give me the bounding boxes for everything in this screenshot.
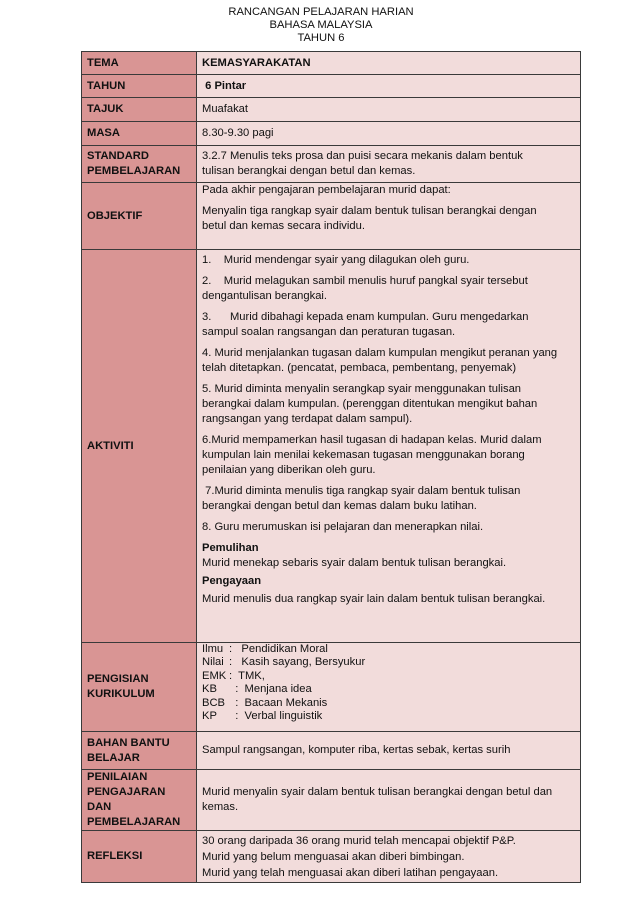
step-6-line3: penilaian yang diberikan oleh guru. xyxy=(202,464,376,476)
lesson-plan-table xyxy=(81,51,581,883)
step-3-line2: sampul soalan rangsangan dan peraturan tugasan. xyxy=(202,326,456,338)
step-5-line3: rangsangan yang terdapat dalam sampul). xyxy=(202,413,413,425)
row-tema xyxy=(82,52,581,75)
refleksi-line1: 30 orang daripada 36 orang murid telah mencapai objektif P&P. xyxy=(202,834,516,847)
step-2-line1: 2. Murid melagukan sambil menulis huruf pangkal syair tersebut xyxy=(202,275,528,287)
row-aktiviti xyxy=(82,250,581,643)
row-objektif xyxy=(82,183,581,250)
pengisian-item: EMK : TMK, xyxy=(202,669,265,682)
label-penilaian xyxy=(82,770,197,831)
step-5-line2: berangkai dalam kumpulan. (perenggan ditentukan mengikut bahan xyxy=(202,398,538,410)
value-objektif xyxy=(197,183,581,250)
penilaian-line1: Murid menyalin syair dalam bentuk tulisan berangkai dengan betul dan xyxy=(202,786,553,798)
pengisian-item: Nilai : Kasih sayang, Bersyukur xyxy=(202,656,366,669)
row-tahun xyxy=(82,75,581,98)
value-tema: KEMASYARAKATAN xyxy=(197,52,581,75)
step-3-line1: 3. Murid dibahagi kepada enam kumpulan. Guru mengedarkan xyxy=(202,311,529,323)
document-header xyxy=(0,6,638,46)
label-tema: TEMA xyxy=(82,52,197,75)
pengisian-item: KP : Verbal linguistik xyxy=(202,710,323,723)
label-masa: MASA xyxy=(82,122,197,146)
value-tajuk: Muafakat xyxy=(197,98,581,122)
label-tahun: TAHUN xyxy=(82,75,197,98)
row-bahan xyxy=(82,732,581,770)
label-pengisian xyxy=(82,643,197,732)
value-tahun: 6 Pintar xyxy=(197,75,581,98)
pemulihan-title: Pemulihan xyxy=(202,542,259,554)
pengisian-item: KB : Menjana idea xyxy=(202,683,312,696)
objektif-intro: Pada akhir pengajaran pembelajaran murid dapat: xyxy=(202,184,451,196)
pengisian-item: BCB : Bacaan Mekanis xyxy=(202,696,328,709)
step-6-line2: kumpulan lain menilai kekemasan tugasan menggunakan borang xyxy=(202,449,525,461)
step-1: 1. Murid mendengar syair yang dilagukan oleh guru. xyxy=(202,254,470,266)
value-standard xyxy=(197,146,581,183)
value-bahan: Sampul rangsangan, komputer riba, kertas sebak, kertas surih xyxy=(197,732,581,770)
label-bahan xyxy=(82,732,197,770)
step-4-line2: telah ditetapkan. (pencatat, pembaca, pembentang, penyemak) xyxy=(202,362,517,374)
label-penilaian-line3: DAN xyxy=(87,801,112,813)
row-pengisian xyxy=(82,643,581,732)
penilaian-line2: kemas. xyxy=(202,801,239,813)
label-aktiviti: AKTIVITI xyxy=(82,250,197,643)
label-refleksi: REFLEKSI xyxy=(82,831,197,883)
refleksi-line3: Murid yang telah menguasai akan diberi latihan pengayaan. xyxy=(202,866,499,879)
objektif-line1: Menyalin tiga rangkap syair dalam bentuk tulisan berangkai dengan xyxy=(202,205,537,217)
step-7-line1: 7.Murid diminta menulis tiga rangkap syair dalam bentuk tulisan xyxy=(202,485,521,497)
value-masa: 8.30-9.30 pagi xyxy=(197,122,581,146)
value-penilaian xyxy=(197,770,581,831)
label-penilaian-line2: PENGAJARAN xyxy=(87,786,166,798)
step-6-line1: 6.Murid mempamerkan hasil tugasan di hadapan kelas. Murid dalam xyxy=(202,434,542,446)
standard-line1: 3.2.7 Menulis teks prosa dan puisi secara mekanis dalam bentuk xyxy=(202,150,523,162)
label-objektif: OBJEKTIF xyxy=(82,183,197,250)
label-penilaian-line1: PENILAIAN xyxy=(87,771,148,783)
step-7-line2: berangkai dengan betul dan kemas dalam buku latihan. xyxy=(202,500,477,512)
row-tajuk xyxy=(82,98,581,122)
objektif-line2: betul dan kemas secara individu. xyxy=(202,220,365,232)
label-tajuk: TAJUK xyxy=(82,98,197,122)
pengisian-item: Ilmu : Pendidikan Moral xyxy=(202,643,328,655)
value-aktiviti xyxy=(197,250,581,643)
row-standard xyxy=(82,146,581,183)
pengayaan-text: Murid menulis dua rangkap syair lain dalam bentuk tulisan berangkai. xyxy=(202,593,546,605)
label-penilaian-line4: PEMBELAJARAN xyxy=(87,816,181,828)
header-subject: BAHASA MALAYSIA xyxy=(269,19,373,32)
step-5-line1: 5. Murid diminta menyalin serangkap syair menggunakan tulisan xyxy=(202,383,522,395)
label-bahan-line2: BELAJAR xyxy=(87,751,140,764)
step-2-line2: dengantulisan berangkai. xyxy=(202,290,328,302)
label-bahan-line1: BAHAN BANTU xyxy=(87,736,170,749)
label-pengisian-line1: PENGISIAN xyxy=(87,673,149,685)
step-4-line1: 4. Murid menjalankan tugasan dalam kumpulan mengikut peranan yang xyxy=(202,347,558,359)
label-standard-line2: PEMBELAJARAN xyxy=(87,165,181,177)
label-pengisian-line2: KURIKULUM xyxy=(87,688,155,700)
label-standard xyxy=(82,146,197,183)
row-penilaian xyxy=(82,770,581,831)
header-year: TAHUN 6 xyxy=(297,32,345,45)
step-8: 8. Guru merumuskan isi pelajaran dan menerapkan nilai. xyxy=(202,521,484,533)
row-masa xyxy=(82,122,581,146)
standard-line2: tulisan berangkai dengan betul dan kemas. xyxy=(202,165,416,177)
refleksi-line2: Murid yang belum menguasai akan diberi bimbingan. xyxy=(202,850,465,863)
value-refleksi xyxy=(197,831,581,883)
label-standard-line1: STANDARD xyxy=(87,150,149,162)
header-title: RANCANGAN PELAJARAN HARIAN xyxy=(228,6,414,18)
row-refleksi xyxy=(82,831,581,883)
pengayaan-title: Pengayaan xyxy=(202,575,262,587)
value-pengisian xyxy=(197,643,581,732)
pemulihan-text: Murid menekap sebaris syair dalam bentuk tulisan berangkai. xyxy=(202,557,507,569)
